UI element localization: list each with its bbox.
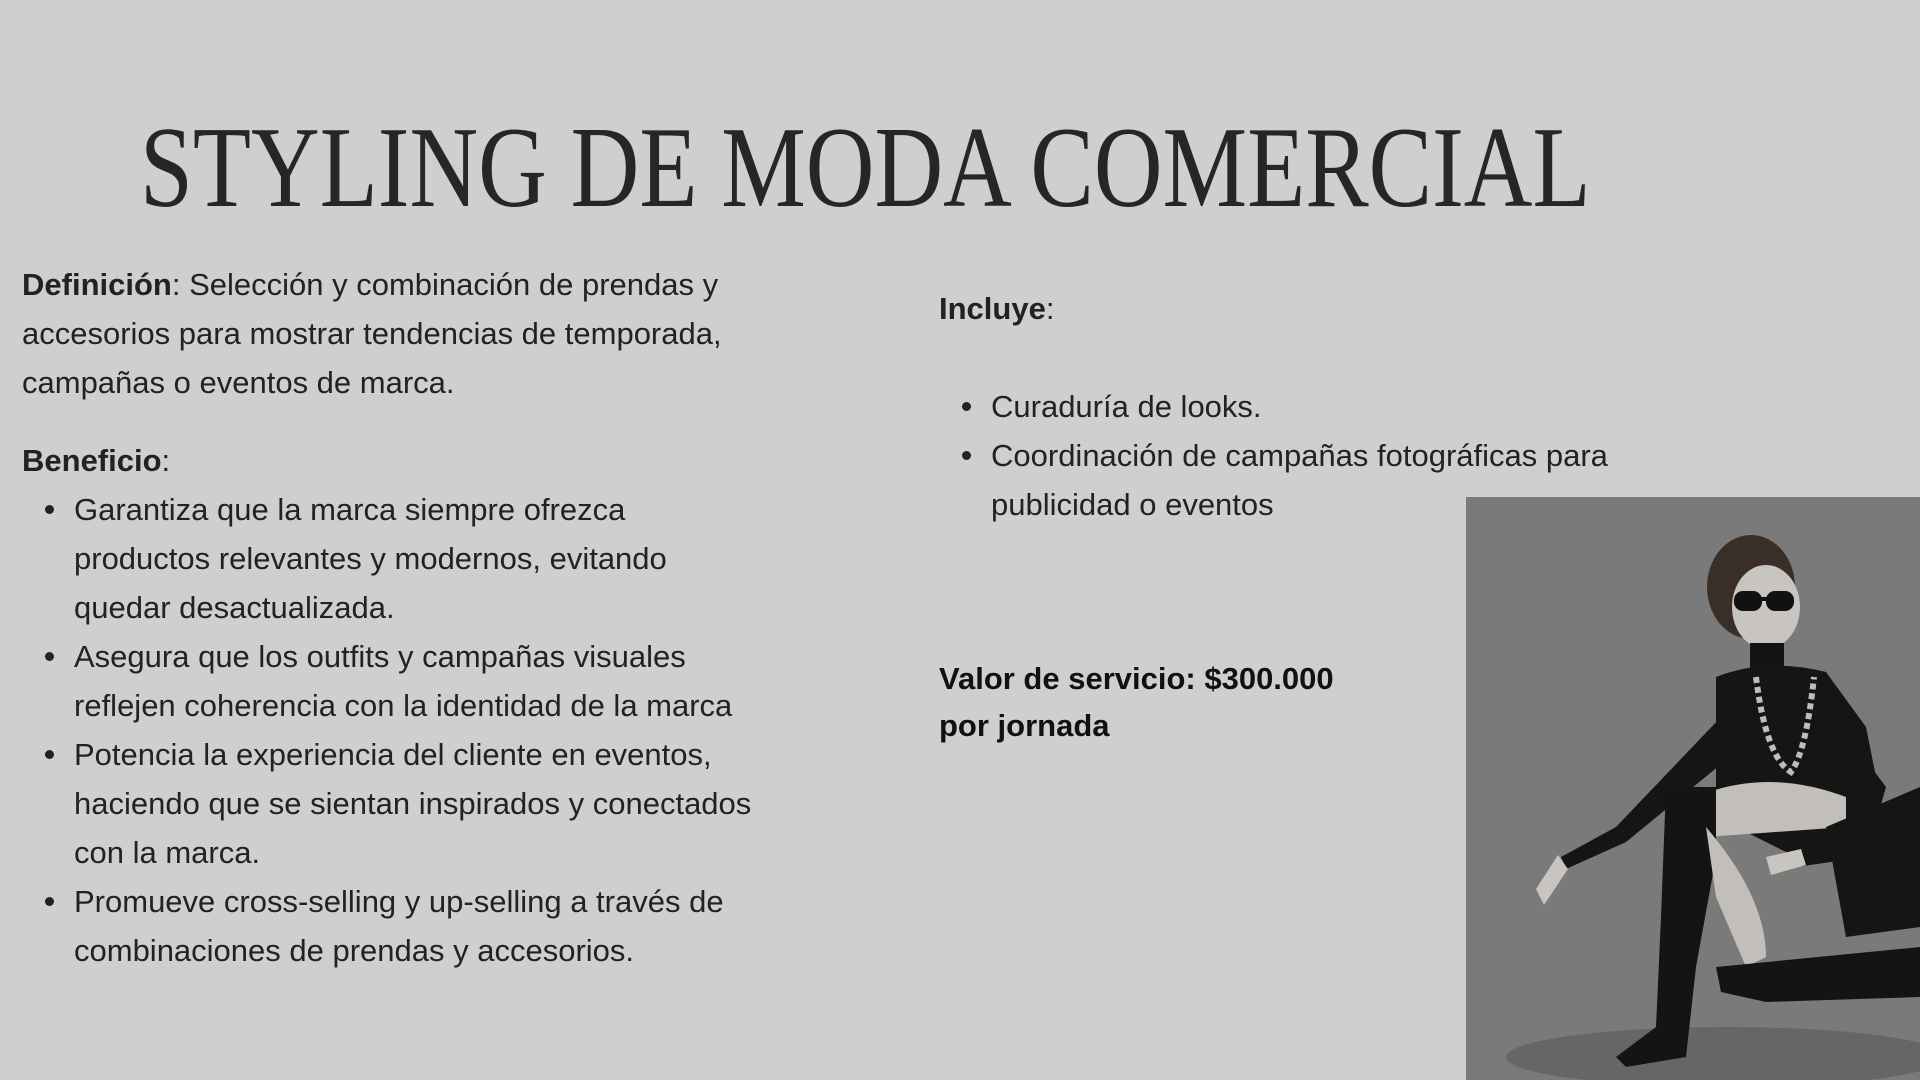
benefit-label: Beneficio [22,443,162,478]
benefit-item-text: Potencia la experiencia del cliente en eventos, haciendo que se sientan inspirados y conectados con la marca. [74,737,752,870]
includes-heading [939,284,1699,333]
page-title: STYLING DE MODA COMERCIAL [140,104,1591,232]
bullet-icon [45,750,54,759]
benefit-heading [22,436,762,485]
bullet-icon [45,652,54,661]
price-line-1: Valor de servicio: $300.000 [939,661,1334,696]
bullet-icon [45,897,54,906]
includes-item [939,382,1699,431]
includes-separator: : [1045,291,1055,326]
definition-label: Definición [22,267,172,302]
benefit-list [22,485,762,975]
includes-item-text: Coordinación de campañas fotográficas para publicidad o eventos [991,438,1608,522]
benefit-item [22,877,762,975]
benefit-item-text: Garantiza que la marca siempre ofrezca productos relevantes y modernos, evitando quedar desactualizada. [74,492,667,625]
bullet-icon [45,505,54,514]
right-column [939,284,1699,529]
service-price [939,655,1379,749]
definition-text: Selección y combinación de prendas y accesorios para mostrar tendencias de temporada, campañas o eventos de marca. [22,267,722,400]
benefit-item [22,730,762,877]
bullet-icon [962,451,971,460]
price-line-2: por jornada [939,708,1110,743]
benefit-separator: : [161,443,171,478]
benefit-item-text: Promueve cross-selling y up-selling a través de combinaciones de prendas y accesorios. [74,884,724,968]
fashion-model-photo [1466,497,1920,1080]
includes-item-text: Curaduría de looks. [991,389,1262,424]
bullet-icon [962,402,971,411]
includes-label: Incluye [939,291,1046,326]
definition-separator: : [171,267,181,302]
benefit-item [22,632,762,730]
fashion-model-illustration [1466,497,1920,1080]
definition-paragraph [22,260,762,407]
benefit-item-text: Asegura que los outfits y campañas visuales reflejen coherencia con la identidad de la marca [74,639,733,723]
left-column [22,260,762,975]
benefit-item [22,485,762,632]
